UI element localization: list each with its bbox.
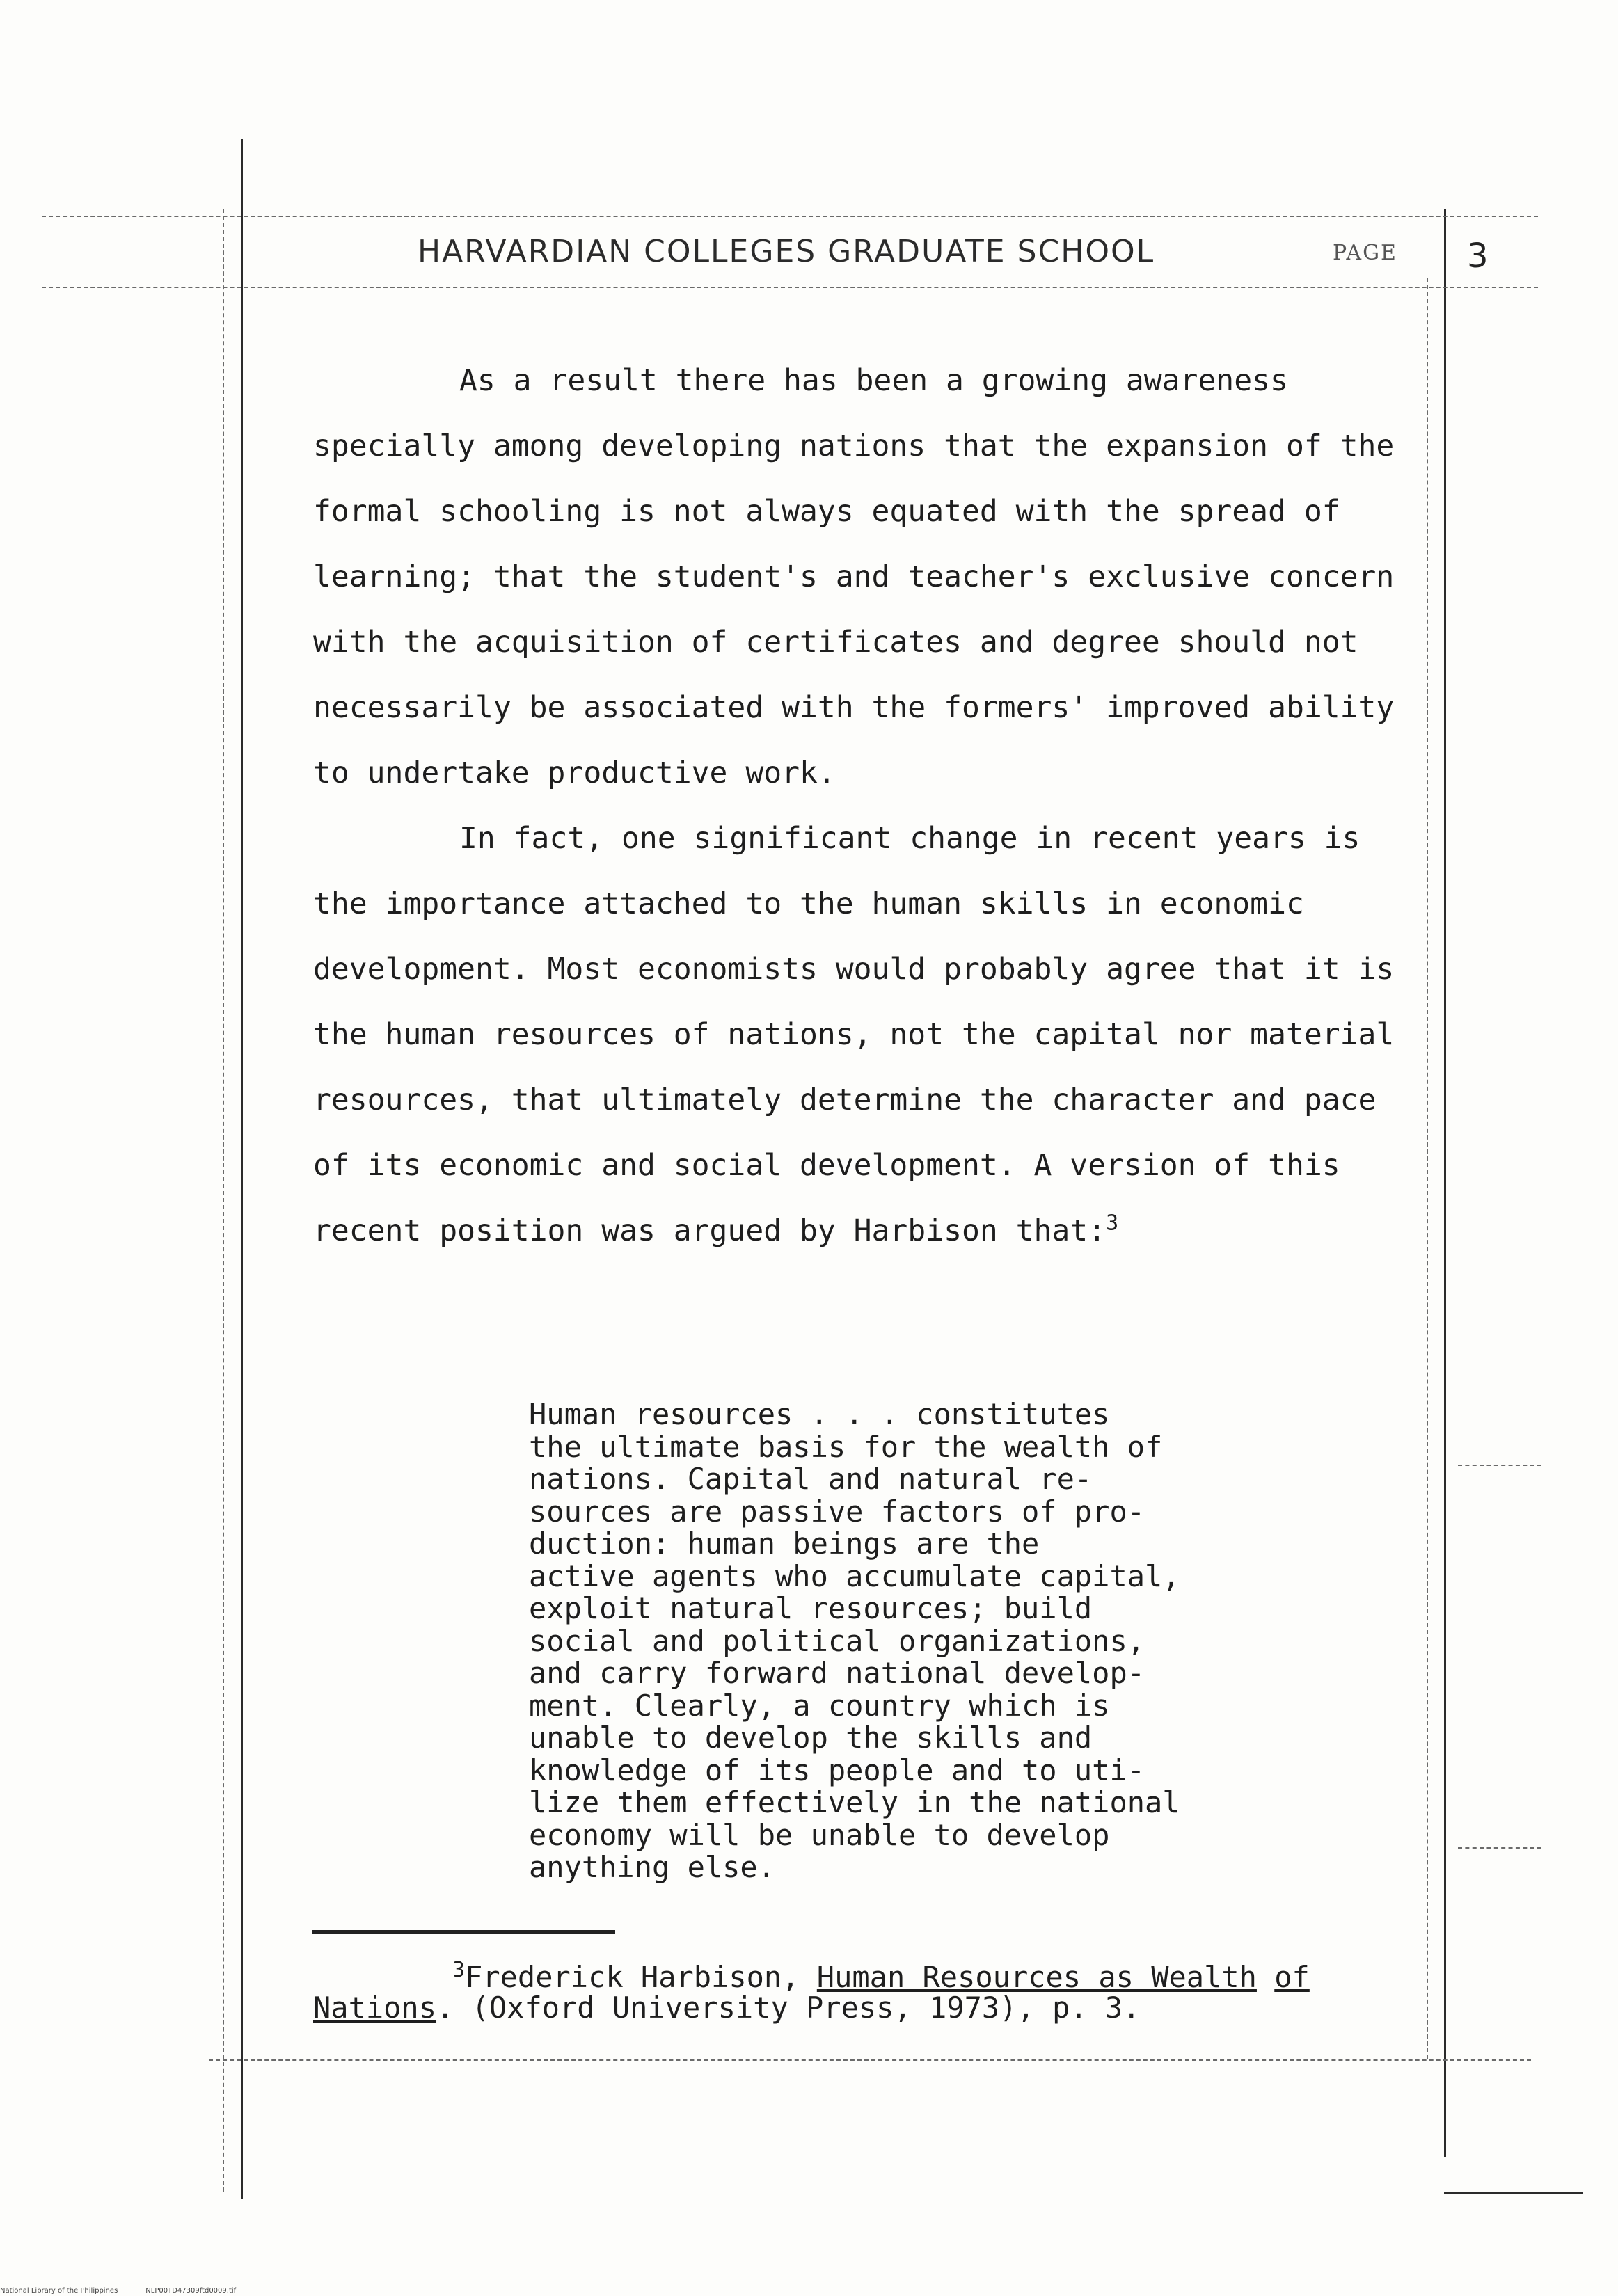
paragraph-1: As a result there has been a growing awareness specially among developing nations that the expansion of the formal schooling is not always equated with the spread of learning; that the student's and teacher's exclusive concern with the acquisition of certificates and degree should not necessarily be associated with the formers' improved ability to undertake productive work. [313, 363, 1395, 790]
footnote-separator [312, 1930, 615, 1934]
footnote-author: Frederick Harbison, [465, 1960, 800, 1994]
quote-line: and carry forward national develop- [529, 1656, 1145, 1690]
paragraph-2-text: In fact, one significant change in recent years is the importance attached to the human skills in economic development. Most economists would probably agree that it is the human resources of nations, not the capital nor material resources, that ultimately determine the character and pace of its economic and social development. A version of this recent position was argued by Harbison that: [313, 821, 1395, 1248]
right-side-tick-1 [1458, 1465, 1541, 1466]
footnote-marker: 3 [452, 1958, 466, 1982]
footnote-reference: 3 [1106, 1211, 1119, 1236]
quote-line: Human resources . . . constitutes [529, 1397, 1110, 1431]
right-margin-rule [1444, 209, 1446, 2157]
scan-filename: NLP00TD47309ftd0009.tif [145, 2287, 237, 2295]
left-outer-rule [223, 209, 224, 2192]
quote-line: ment. Clearly, a country which is [529, 1688, 1110, 1723]
page-label: PAGE [1333, 241, 1397, 265]
quote-line: social and political organizations, [529, 1623, 1145, 1658]
footnote-title-part-1: Human Resources as Wealth [816, 1960, 1257, 1994]
header-top-rule [42, 216, 1538, 217]
library-name: National Library of the Philippines [0, 2287, 118, 2295]
quote-line: active agents who accumulate capital, [529, 1558, 1180, 1593]
bottom-right-rule [1444, 2192, 1583, 2194]
footnote [313, 1958, 1399, 2025]
quote-line: unable to develop the skills and [529, 1721, 1093, 1755]
quote-line: exploit natural resources; build [529, 1591, 1093, 1625]
right-inner-rule [1427, 278, 1428, 2059]
paragraph-2 [313, 806, 1406, 1263]
page-bottom-rule [209, 2059, 1531, 2061]
quote-line: lize them effectively in the national [529, 1785, 1180, 1819]
quote-line: economy will be unable to develop [529, 1817, 1110, 1852]
quote-line: sources are passive factors of pro- [529, 1494, 1145, 1529]
block-quote [529, 1398, 1280, 1884]
footnote-title-part-2: of Nations [313, 1960, 1310, 2025]
quote-line: duction: human beings are the [529, 1526, 1040, 1561]
quote-line: anything else. [529, 1850, 776, 1884]
page-number: 3 [1467, 237, 1489, 276]
quote-line: nations. Capital and natural re- [529, 1462, 1093, 1496]
body-text [313, 348, 1406, 1263]
footnote-publication: . (Oxford University Press, 1973), p. 3. [436, 1991, 1141, 2025]
quote-line: knowledge of its people and to uti- [529, 1753, 1145, 1787]
page-header-title: HARVARDIAN COLLEGES GRADUATE SCHOOL [418, 234, 1155, 269]
left-margin-rule [241, 139, 243, 2199]
right-side-tick-2 [1458, 1847, 1541, 1849]
header-bottom-rule [42, 287, 1538, 288]
scan-caption [0, 2287, 264, 2295]
quote-line: the ultimate basis for the wealth of [529, 1429, 1163, 1464]
